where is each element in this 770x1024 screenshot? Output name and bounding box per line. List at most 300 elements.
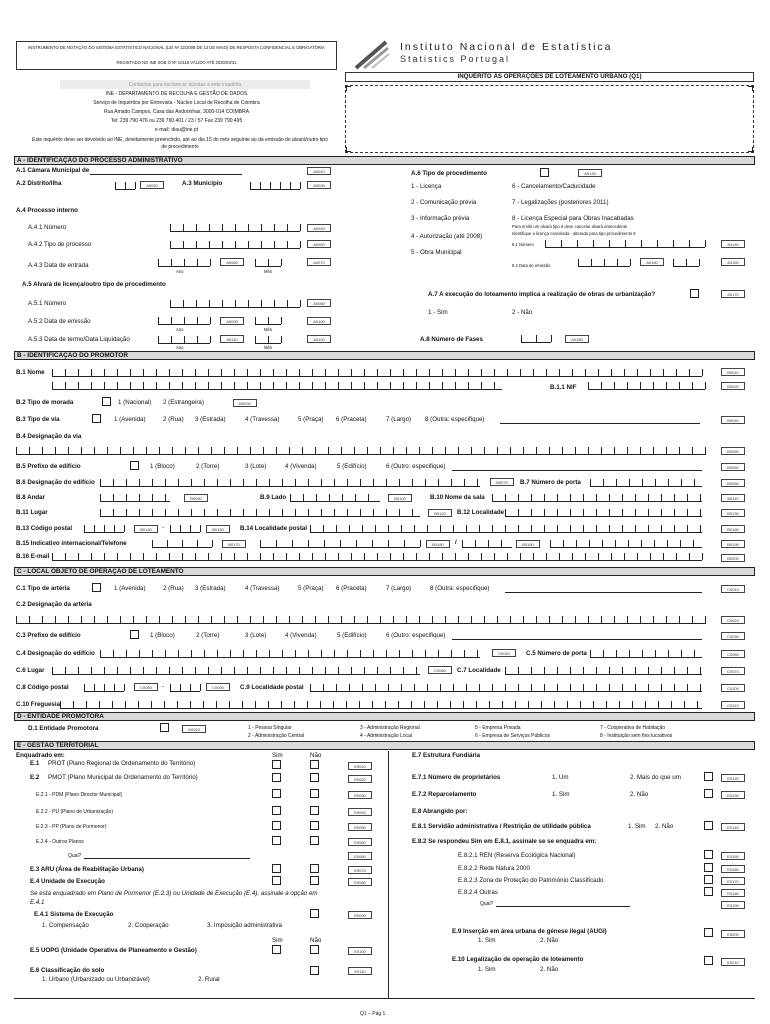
char-cell-divider	[68, 616, 69, 623]
char-cell-divider	[156, 553, 157, 560]
char-cell-divider	[182, 369, 183, 376]
code-e6: E0110	[348, 967, 372, 975]
e824-checkbox[interactable]	[704, 887, 713, 896]
char-cell-divider	[126, 650, 127, 657]
char-cell-divider	[386, 509, 387, 516]
b14-field[interactable]	[310, 522, 702, 533]
char-cell-divider	[273, 667, 274, 674]
c9-field[interactable]	[310, 681, 702, 692]
char-cell-divider	[572, 369, 573, 376]
a52-label: A.5.2 Data de emissão	[28, 318, 91, 325]
char-cell-divider	[126, 494, 127, 501]
char-cell-divider	[16, 616, 17, 623]
char-cell-divider	[705, 447, 706, 454]
e5-sim-checkbox[interactable]	[272, 945, 281, 954]
e81-checkbox[interactable]	[704, 821, 713, 830]
char-cell-divider	[260, 369, 261, 376]
a43-year-field[interactable]	[158, 256, 210, 267]
b6-label: B.6 Designação do edifício	[16, 479, 95, 486]
char-cell-divider	[609, 509, 610, 516]
char-cell-divider	[393, 447, 394, 454]
via-option: 6 (Praceta)	[336, 585, 367, 592]
char-cell-divider	[256, 650, 257, 657]
c2-field[interactable]	[16, 613, 706, 624]
char-cell-divider	[481, 553, 482, 560]
char-cell-divider	[583, 509, 584, 516]
b3-checkbox[interactable]	[92, 414, 101, 423]
c1-other-field[interactable]	[505, 592, 702, 593]
e24-qual-field[interactable]	[84, 858, 250, 859]
c10-field[interactable]	[60, 698, 702, 709]
code-e24: E0060	[348, 838, 372, 846]
char-cell-divider	[165, 479, 166, 486]
char-cell-divider	[208, 369, 209, 376]
b2-label: B.2 Tipo de morada	[16, 399, 74, 406]
char-cell-divider	[403, 553, 404, 560]
char-cell-divider	[648, 509, 649, 516]
e823-checkbox[interactable]	[704, 875, 713, 884]
a6-8-1-field[interactable]	[545, 237, 705, 248]
char-cell-divider	[260, 382, 261, 389]
e8-label: E.8 Abrangido por:	[412, 808, 468, 815]
char-cell-divider	[567, 701, 568, 708]
d1-option: 2 - Administração Central	[248, 733, 305, 739]
char-cell-divider	[65, 553, 66, 560]
char-cell-divider	[73, 701, 74, 708]
char-cell-divider	[125, 701, 126, 708]
e6-checkbox[interactable]	[310, 966, 319, 975]
char-cell-divider	[602, 540, 603, 547]
b5-checkbox[interactable]	[130, 461, 139, 470]
a3-field[interactable]	[250, 179, 300, 190]
b13-cp4-field[interactable]	[84, 522, 124, 533]
b13-cp3-field[interactable]	[170, 522, 200, 533]
e5-nao-checkbox[interactable]	[310, 945, 319, 954]
code-e823: E0170	[721, 877, 745, 885]
b1-field-row1[interactable]	[52, 366, 702, 377]
char-cell-divider	[126, 509, 127, 516]
char-cell-divider	[78, 369, 79, 376]
code-b14: B0160	[721, 525, 745, 533]
b15-phone3-field[interactable]	[550, 537, 702, 548]
e2-label: PMOT (Plano Municipal de Ordenamento do Território)	[48, 774, 198, 781]
c5-field[interactable]	[590, 647, 702, 658]
char-cell-divider	[86, 701, 87, 708]
char-cell-divider	[676, 369, 677, 376]
e821-label: E.8.2.1 REN (Reserva Ecológica Nacional)	[458, 852, 576, 859]
char-cell-divider	[622, 684, 623, 691]
char-cell-divider	[603, 650, 604, 657]
code-b10: B0110	[721, 494, 745, 502]
e821-checkbox[interactable]	[704, 850, 713, 859]
e81-option: 2. Não	[655, 823, 674, 830]
code-b16: B0200	[721, 554, 745, 562]
char-cell-divider	[221, 553, 222, 560]
char-cell-divider	[596, 525, 597, 532]
char-cell-divider	[247, 382, 248, 389]
b11-lugar-field[interactable]	[100, 506, 420, 517]
e1-sim-checkbox[interactable]	[272, 760, 281, 769]
code-a52: A0090	[220, 317, 244, 325]
char-cell-divider	[152, 494, 153, 501]
a2-field[interactable]	[115, 179, 135, 190]
year-caption: Ano	[176, 327, 184, 332]
char-cell-divider	[338, 667, 339, 674]
char-cell-divider	[464, 650, 465, 657]
char-cell-divider	[642, 479, 643, 486]
code-e71: E0120	[721, 774, 745, 782]
e10-checkbox[interactable]	[704, 956, 713, 965]
char-cell-divider	[308, 509, 309, 516]
char-cell-divider	[247, 553, 248, 560]
char-cell-divider	[328, 616, 329, 623]
code-e81: E0140	[721, 823, 745, 831]
char-cell-divider	[432, 447, 433, 454]
e23-sim-checkbox[interactable]	[272, 821, 281, 830]
b6-field[interactable]	[100, 476, 480, 487]
char-cell-divider	[494, 382, 495, 389]
char-cell-divider	[152, 479, 153, 486]
char-cell-divider	[100, 494, 101, 501]
char-cell-divider	[217, 650, 218, 657]
char-cell-divider	[611, 369, 612, 376]
char-cell-divider	[510, 447, 511, 454]
a7-checkbox[interactable]	[690, 289, 699, 298]
a6-checkbox[interactable]	[540, 168, 549, 177]
via-option: 5 (Praça)	[298, 585, 324, 592]
char-cell-divider	[138, 701, 139, 708]
char-cell-divider	[679, 447, 680, 454]
d1-checkbox[interactable]	[160, 723, 169, 732]
char-cell-divider	[364, 382, 365, 389]
char-cell-divider	[113, 479, 114, 486]
e24-sim-checkbox[interactable]	[272, 836, 281, 845]
char-cell-divider	[544, 494, 545, 501]
b15-phone1-field[interactable]	[260, 537, 420, 548]
e-sim-header: Sim	[272, 752, 283, 759]
char-cell-divider	[281, 701, 282, 708]
char-cell-divider	[622, 509, 623, 516]
char-cell-divider	[373, 479, 374, 486]
c10-label: C.10 Freguesia	[16, 701, 61, 708]
e23-nao-checkbox[interactable]	[310, 821, 319, 830]
a1-field[interactable]	[90, 174, 242, 175]
char-cell-divider	[518, 667, 519, 674]
c1-label: C.1 Tipo de artéria	[16, 585, 70, 592]
char-cell-divider	[221, 382, 222, 389]
code-b5: B0060	[721, 463, 745, 471]
a6-8-2-year-field[interactable]	[578, 256, 630, 267]
char-cell-divider	[224, 447, 225, 454]
e22-sim-checkbox[interactable]	[272, 806, 281, 815]
code-c10: C0110	[721, 701, 745, 709]
b16-field[interactable]	[52, 550, 702, 561]
a6-8-2-month-field[interactable]	[673, 256, 699, 267]
a53-year-field[interactable]	[158, 333, 210, 344]
char-cell-divider	[338, 369, 339, 376]
b8-field[interactable]	[100, 491, 170, 502]
code-e24b: E0060	[348, 852, 372, 860]
char-cell-divider	[349, 684, 350, 691]
code-b15b: B0180	[426, 540, 450, 548]
code-c1: C0010	[721, 585, 745, 593]
a8-field[interactable]	[521, 332, 551, 343]
c6-field[interactable]	[52, 664, 420, 675]
char-cell-divider	[164, 701, 165, 708]
char-cell-divider	[489, 701, 490, 708]
char-cell-divider	[152, 509, 153, 516]
b4-field[interactable]	[16, 444, 706, 455]
e72-label: E.7.2 Reparcelamento	[412, 791, 477, 798]
via-option: 7 (Largo)	[386, 416, 412, 423]
contact-line: Tel: 239 790 476 ou 239 790 401 / 23 / 57 Fax 239 790 495	[110, 118, 243, 124]
c8-cp4-field[interactable]	[84, 681, 124, 692]
e4-nao-checkbox[interactable]	[310, 876, 319, 885]
edif-option: 6 (Outro: especifique)	[386, 463, 446, 470]
char-cell-divider	[668, 650, 669, 657]
c1-checkbox[interactable]	[92, 583, 101, 592]
char-cell-divider	[622, 525, 623, 532]
via-option: 1 (Avenida)	[114, 416, 146, 423]
c8-cp3-field[interactable]	[170, 681, 200, 692]
a41-field[interactable]	[170, 221, 300, 232]
e2-nao-checkbox[interactable]	[310, 773, 319, 782]
char-cell-divider	[273, 369, 274, 376]
b3-other-field[interactable]	[500, 423, 700, 424]
e3-nao-checkbox[interactable]	[310, 864, 319, 873]
char-cell-divider	[312, 369, 313, 376]
char-cell-divider	[700, 525, 701, 532]
char-cell-divider	[386, 479, 387, 486]
a42-field[interactable]	[170, 238, 300, 249]
char-cell-divider	[501, 540, 502, 547]
char-cell-divider	[403, 369, 404, 376]
b8-label: B.8 Andar	[16, 494, 45, 501]
char-cell-divider	[520, 553, 521, 560]
e71-checkbox[interactable]	[704, 772, 713, 781]
e1-nao-checkbox[interactable]	[310, 760, 319, 769]
char-cell-divider	[463, 701, 464, 708]
code-a1: A0010	[307, 167, 331, 175]
e21-nao-checkbox[interactable]	[310, 789, 319, 798]
code-e821: E0150	[721, 852, 745, 860]
char-cell-divider	[606, 701, 607, 708]
char-cell-divider	[380, 616, 381, 623]
a52-month-field[interactable]	[255, 314, 281, 325]
e2-sim-checkbox[interactable]	[272, 773, 281, 782]
char-cell-divider	[681, 479, 682, 486]
b12-field[interactable]	[505, 506, 702, 517]
code-c3: C0030	[721, 632, 745, 640]
char-cell-divider	[195, 369, 196, 376]
code-a53: A0110	[220, 335, 244, 343]
char-cell-divider	[165, 509, 166, 516]
char-cell-divider	[438, 650, 439, 657]
char-cell-divider	[440, 525, 441, 532]
char-cell-divider	[603, 479, 604, 486]
code-b15c: B0190	[516, 540, 540, 548]
char-cell-divider	[208, 553, 209, 560]
code-a42: A0050	[307, 240, 331, 248]
code-d1: D0010	[182, 725, 206, 733]
char-cell-divider	[221, 369, 222, 376]
c3-other-field[interactable]	[452, 639, 702, 640]
e24-nao-checkbox[interactable]	[310, 836, 319, 845]
char-cell-divider	[414, 684, 415, 691]
char-cell-divider	[255, 701, 256, 708]
e10-option: 1. Sim	[478, 966, 496, 973]
char-cell-divider	[320, 701, 321, 708]
a51-field[interactable]	[170, 297, 300, 308]
b2-checkbox[interactable]	[102, 397, 111, 406]
char-cell-divider	[531, 494, 532, 501]
char-cell-divider	[256, 509, 257, 516]
a53-month-field[interactable]	[255, 333, 281, 344]
e3-sim-checkbox[interactable]	[272, 864, 281, 873]
code-a6n: A0140	[721, 240, 745, 248]
char-cell-divider	[243, 650, 244, 657]
char-cell-divider	[570, 494, 571, 501]
b10-field[interactable]	[492, 491, 702, 502]
e9-label: E.9 Inserção em área urbana de génese ilegal (AUGI)	[452, 928, 607, 935]
char-cell-divider	[432, 616, 433, 623]
corner-mark	[748, 147, 753, 152]
b11-field[interactable]	[588, 379, 705, 390]
char-cell-divider	[191, 509, 192, 516]
char-cell-divider	[705, 616, 706, 623]
char-cell-divider	[169, 667, 170, 674]
char-cell-divider	[693, 540, 694, 547]
e22-nao-checkbox[interactable]	[310, 806, 319, 815]
char-cell-divider	[341, 447, 342, 454]
e-enquadrado: Enquadrado em:	[16, 752, 65, 759]
char-cell-divider	[427, 684, 428, 691]
char-cell-divider	[99, 701, 100, 708]
char-cell-divider	[689, 369, 690, 376]
char-cell-divider	[455, 382, 456, 389]
char-cell-divider	[289, 616, 290, 623]
char-cell-divider	[494, 369, 495, 376]
e1-label: PROT (Plano Regional de Ordenamento do Território)	[48, 760, 196, 767]
char-cell-divider	[635, 509, 636, 516]
char-cell-divider	[531, 667, 532, 674]
e824-qual-field[interactable]	[496, 906, 630, 907]
e4-sim-checkbox[interactable]	[272, 876, 281, 885]
via-option: 7 (Largo)	[386, 585, 412, 592]
code-b12: B0130	[721, 509, 745, 517]
code-e9: E0200	[721, 930, 745, 938]
char-cell-divider	[334, 509, 335, 516]
code-b11l: B0120	[428, 509, 452, 517]
char-cell-divider	[575, 447, 576, 454]
b9-field[interactable]	[290, 491, 380, 502]
char-cell-divider	[336, 684, 337, 691]
char-cell-divider	[364, 369, 365, 376]
b15-country-field[interactable]	[152, 537, 212, 548]
a1-label: A.1 Câmara Municipal de	[16, 167, 90, 174]
char-cell-divider	[689, 553, 690, 560]
contact-email: e-mail: diau@ine.pt	[154, 127, 199, 133]
e10-label: E.10 Legalização de operação de loteamento	[452, 956, 584, 963]
e72-checkbox[interactable]	[704, 789, 713, 798]
e21-sim-checkbox[interactable]	[272, 789, 281, 798]
char-cell-divider	[635, 667, 636, 674]
char-cell-divider	[399, 479, 400, 486]
d1-option: 3 - Administração Regional	[360, 725, 420, 731]
char-cell-divider	[629, 650, 630, 657]
e41-checkbox[interactable]	[310, 909, 319, 918]
phone-separator: /	[455, 539, 457, 546]
char-cell-divider	[572, 553, 573, 560]
char-cell-divider	[416, 382, 417, 389]
a43-month-field[interactable]	[255, 256, 281, 267]
char-cell-divider	[78, 553, 79, 560]
code-e41: E0090	[348, 911, 372, 919]
a6-option: 3 - Informação prévia	[411, 215, 470, 222]
a53-label: A.5.3 Data de termo/Data Liquidação	[28, 336, 130, 343]
code-c9: C0100	[721, 684, 745, 692]
b15-phone2-field[interactable]	[462, 537, 512, 548]
b5-other-field[interactable]	[452, 470, 702, 471]
b7-field[interactable]	[590, 476, 702, 487]
a6-8-1-label: 8.1 Número	[512, 242, 534, 247]
char-cell-divider	[165, 494, 166, 501]
char-cell-divider	[518, 509, 519, 516]
char-cell-divider	[655, 650, 656, 657]
c7-field[interactable]	[505, 664, 702, 675]
a52-year-field[interactable]	[158, 314, 210, 325]
char-cell-divider	[477, 650, 478, 657]
char-cell-divider	[94, 616, 95, 623]
char-cell-divider	[518, 525, 519, 532]
char-cell-divider	[479, 525, 480, 532]
a6-8-2-label: 8.2 Data de emissão	[512, 263, 551, 268]
e7-label: E.7 Estrutura Fundiária	[412, 752, 481, 759]
e9-option: 2. Não	[540, 937, 559, 944]
registo-notice: REGISTADO NO INE SOB O Nº 10115 VÁLIDO ATÉ 2020/03/31	[116, 60, 237, 65]
char-cell-divider	[502, 701, 503, 708]
e822-checkbox[interactable]	[704, 863, 713, 872]
char-cell-divider	[263, 616, 264, 623]
e81-option: 1. Sim	[628, 823, 646, 830]
char-cell-divider	[557, 509, 558, 516]
b1-field-row2[interactable]	[52, 379, 502, 390]
char-cell-divider	[596, 494, 597, 501]
char-cell-divider	[250, 447, 251, 454]
char-cell-divider	[143, 369, 144, 376]
legal-notice: INSTRUMENTO DE NOTAÇÃO DO SISTEMA ESTATÍSTICO NACIONAL (LEI Nº 22/2008 DE 13 DE MAIO) DE RESPOSTA CONFIDENCIAL E OBRIGATÓRIA	[28, 45, 325, 50]
char-cell-divider	[488, 540, 489, 547]
char-cell-divider	[211, 447, 212, 454]
e9-checkbox[interactable]	[704, 928, 713, 937]
b15-label: B.15 Indicativo internacional/Telefone	[16, 540, 127, 547]
char-cell-divider	[442, 369, 443, 376]
char-cell-divider	[390, 553, 391, 560]
c4-field[interactable]	[100, 647, 480, 658]
char-cell-divider	[325, 553, 326, 560]
char-cell-divider	[674, 494, 675, 501]
char-cell-divider	[78, 382, 79, 389]
char-cell-divider	[269, 479, 270, 486]
year-caption: Ano	[176, 269, 184, 274]
char-cell-divider	[554, 701, 555, 708]
e6-label: E.6 Classificação do solo	[30, 967, 105, 974]
char-cell-divider	[310, 684, 311, 691]
char-cell-divider	[178, 479, 179, 486]
c3-checkbox[interactable]	[130, 630, 139, 639]
e71-label: E.7.1 Número de proprietários	[412, 774, 501, 781]
via-option: 8 (Outra: especifique)	[430, 585, 490, 592]
